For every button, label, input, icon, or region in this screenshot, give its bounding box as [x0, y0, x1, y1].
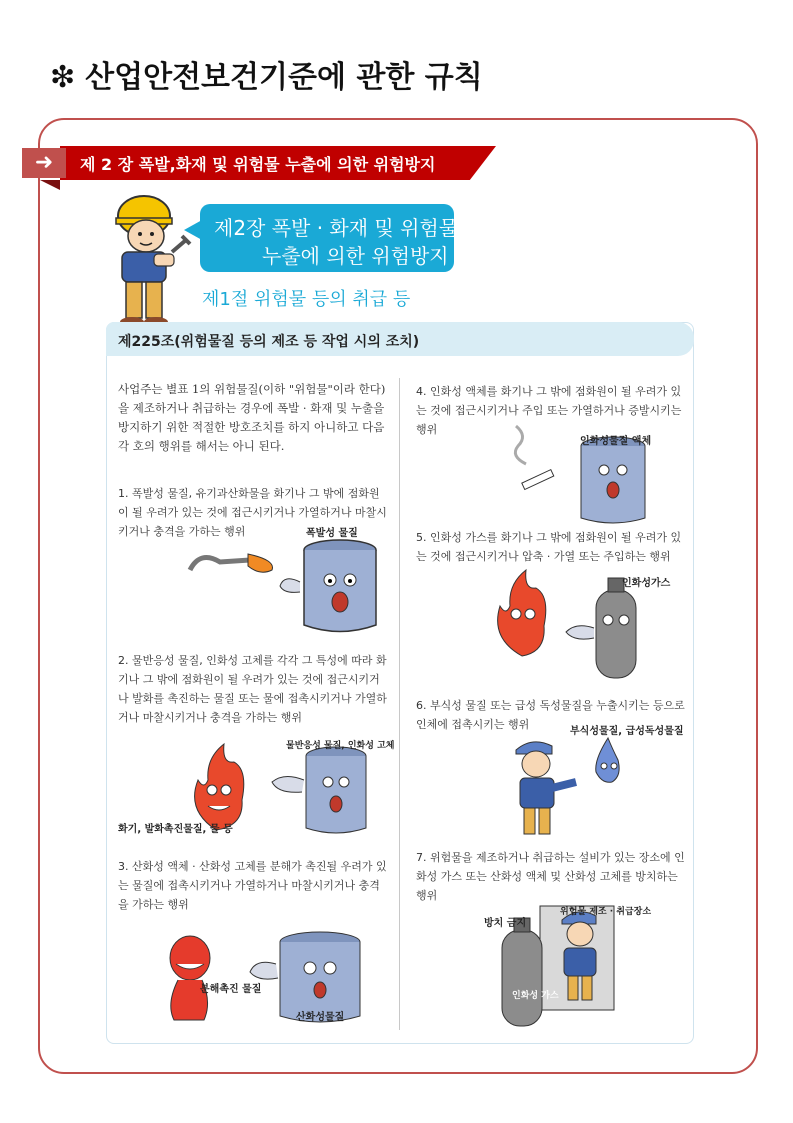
label-flammable-gas: 인화성가스	[622, 578, 671, 589]
page-title	[50, 52, 483, 96]
chapter-banner-text: 제 2 장 폭발,화재 및 위험물 누출에 의한 위험방지	[80, 155, 436, 174]
item-1-text: 1. 폭발성 물질, 유기과산화물을 화기나 그 밖에 점화원이 될 우려가 있는 것에 접근시키거나 가열하거나 마찰시키거나 충격을 가하는 행위	[118, 487, 387, 538]
label-leave-prohibited: 방치 금지	[484, 918, 527, 929]
banner-fold	[40, 180, 60, 190]
item-7-text: 7. 위험물을 제조하거나 취급하는 설비가 있는 장소에 인화성 가스 또는 산화성 액체 및 산화성 고체를 방치하는 행위	[416, 851, 685, 902]
item-2-text: 2. 물반응성 물질, 인화성 고체를 각각 그 특성에 따라 화기나 그 밖에 점화원이 될 우려가 있는 것에 접근시키거나 발화를 촉진하는 물질 또는 물에 접촉시키거나 가열하거나 마찰시키거나 충격을 가하는 행위	[118, 654, 387, 724]
label-hazmat-area: 위험물 제조 · 취급장소	[560, 907, 652, 917]
column-divider	[399, 378, 400, 1030]
bubble-line-1: 제2장 폭발 · 화재 및 위험물	[214, 216, 459, 240]
page-title-text: 산업안전보건기준에 관한 규칙	[85, 60, 483, 95]
arrow-right-icon: ➜	[22, 148, 66, 178]
section-title: 제1절 위험물 등의 취급 등	[202, 289, 411, 310]
worker-mascot-illustration	[102, 190, 192, 330]
item-5-text: 5. 인화성 가스를 화기나 그 밖에 점화원이 될 우려가 있는 것에 접근시키거나 압축 · 가열 또는 주입하는 행위	[416, 531, 682, 563]
oxidizer-drum-illustration	[160, 924, 380, 1028]
item-6-text: 6. 부식성 물질 또는 급성 독성물질을 누출시키는 등으로 인체에 접촉시키는 행위	[416, 699, 685, 731]
item-4-text: 4. 인화성 액체를 화기나 그 밖에 점화원이 될 우려가 있는 것에 접근시키거나 주입 또는 가열하거나 증발시키는 행위	[416, 385, 682, 436]
label-ignition-sources: 화기, 발화촉진물질, 물 등	[118, 824, 233, 835]
label-explosive-material: 폭발성 물질	[306, 528, 358, 539]
label-corrosive-toxic: 부식성물질, 급성독성물질	[570, 726, 684, 737]
bubble-line-2: 누출에 의한 위험방지	[262, 244, 449, 268]
label-water-reactive: 물반응성 물질, 인화성 고체	[286, 741, 395, 751]
torch-drum-illustration	[180, 530, 380, 640]
label-flammable-liquid: 인화성물질 액체	[580, 436, 652, 447]
label-oxidizing-material: 산화성물질	[296, 1012, 345, 1023]
article-intro: 사업주는 별표 1의 위험물질(이하 "위험물"이라 한다)을 제조하거나 취급하는 경우에 폭발 · 화재 및 누출을 방지하기 위한 적절한 방호조치를 하지 아니하고 다음 각 호의 행위를 해서는 아니 된다.	[118, 382, 386, 453]
label-cylinder-gas: 인화성 가스	[512, 991, 559, 1001]
article-heading: 제225조(위험물질 등의 제조 등 작업 시의 조치)	[118, 334, 420, 350]
label-decomposition-promoter: 분해촉진 물질	[200, 984, 262, 995]
asterisk-icon: ❇	[50, 60, 76, 95]
item-3-text: 3. 산화성 액체 · 산화성 고체를 분해가 촉진될 우려가 있는 물질에 접촉시키거나 가열하거나 마찰시키거나 충격을 가하는 행위	[118, 860, 387, 911]
worker-droplet-illustration	[512, 734, 642, 838]
